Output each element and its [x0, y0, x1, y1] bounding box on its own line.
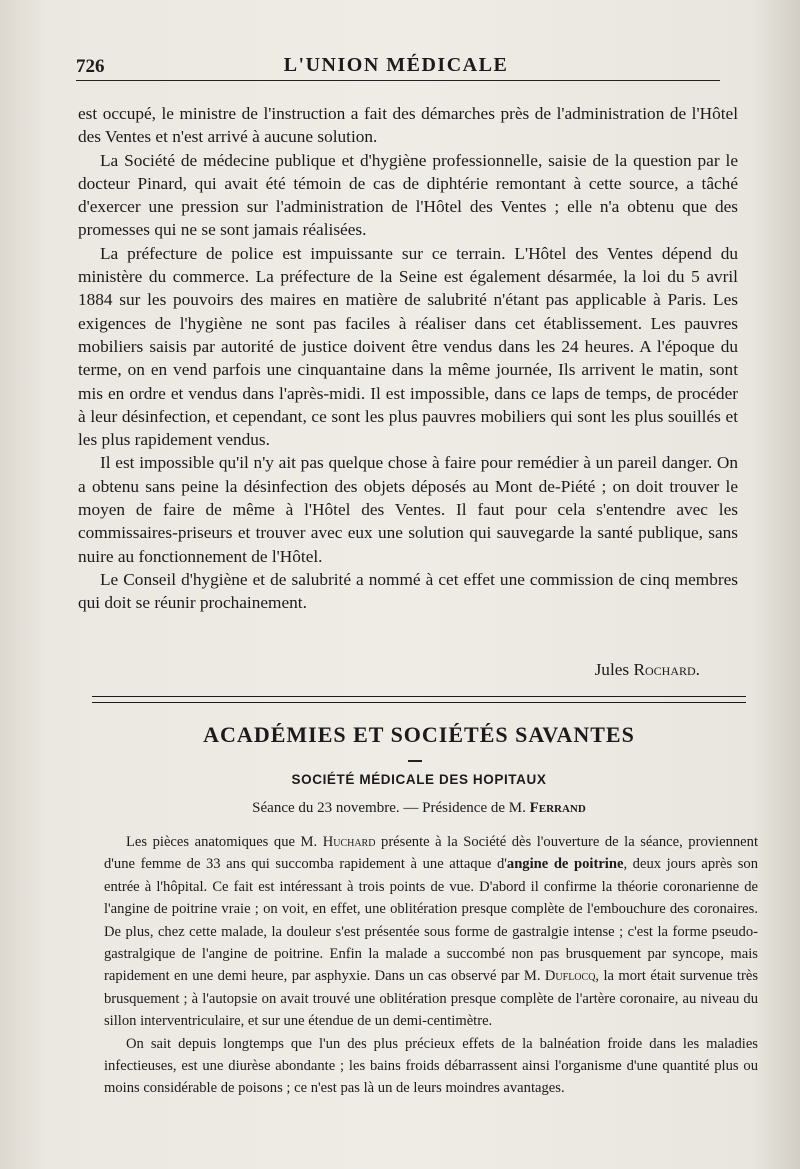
name-duflocq: Duflocq — [544, 968, 596, 985]
header-rule — [76, 80, 720, 81]
section-title: ACADÉMIES ET SOCIÉTÉS SAVANTES — [203, 722, 635, 747]
signature-last-name: Rochard. — [633, 660, 700, 679]
minutes-text-c: , deux jours après son entrée à l'hôpital. Ce fait est intéressant à trois points de vue. D'abord il confirme la théorie coronarienne de l'angine de poitrine vraie ; on voit, en effet, une oblitération presque complète de l'embouchure des coronaires. De plus, chez cette malade, la douleur s'est présentée sous forme de gastralgie intense ; c'est la forme pseudo-gastralgique de l'angine de poitrine. Enfin la malade a succombé non pas brusquement par syncope, mais rapidement en une demi heure, par asphyxie. Dans un cas observé par M. — [104, 856, 759, 985]
article-paragraph-2: La Société de médecine publique et d'hygiène professionnelle, saisie de la question par le docteur Pinard, qui avait été témoin de cas de diphtérie remontant à cette source, a tâché d'exercer une pression sur l'administration de l'Hôtel des Ventes ; elle n'a obtenu que des promesses qui ne se sont jamais réalisées. — [78, 150, 738, 240]
title-dash — [408, 760, 422, 762]
president-name: Ferrand — [529, 800, 586, 816]
society-name: SOCIÉTÉ MÉDICALE DES HOPITAUX — [291, 772, 547, 787]
running-title: L'UNION MÉDICALE — [283, 54, 509, 76]
seance-line — [92, 800, 746, 817]
article-paragraph-4: Il est impossible qu'il n'y ait pas quelque chose à faire pour remédier à un pareil danger. On a obtenu sans peine la désinfection des objets déposés au Mont de-Piété ; on doit trouver le moyen de faire de même à l'Hôtel des Ventes. Il faut pour cela s'entendre avec les commissaires-priseurs et trouver avec eux une solution qui sauvegarde la santé publique, sans nuire au fonctionnement de l'Hôtel. — [78, 453, 738, 566]
page-number: 726 — [76, 56, 105, 77]
seance-text: Séance du 23 novembre. — Présidence de M. — [252, 800, 526, 816]
signature-first-name: Jules — [594, 660, 630, 679]
section-divider — [92, 696, 746, 703]
name-huchard: Huchard — [322, 834, 376, 850]
bold-term: angine de poitrine — [506, 856, 624, 873]
article-paragraph-3: La préfecture de police est impuissante sur ce terrain. L'Hôtel des Ventes dépend du ministère du commerce. La préfecture de la Seine est également désarmée, la loi du 5 avril 1884 sur les pouvoirs des maires en matière de salubrité n'étant pas applicable à Paris. Les exigences de l'hygiène ne sont pas faciles à réaliser dans cet établissement. Les pauvres mobiliers saisis par autorité de justice doivent être vendus dans les 24 heures. A l'époque du terme, on en vend parfois une cinquantaine dans la même journée, Ils arrivent le matin, sont mis en ordre et vendus dans l'après-midi. Il est impossible, dans ce laps de temps, de procéder à leur désinfection, et cependant, ce sont les plus pauvres mobiliers qui sont les plus souillés et les plus rapidement vendus. — [78, 243, 738, 450]
author-signature — [78, 660, 700, 680]
minutes-body — [104, 831, 758, 1100]
minutes-text-a: Les pièces anatomiques que M. — [126, 834, 318, 850]
minutes-paragraph-1 — [104, 831, 758, 1033]
article-paragraph-5: Le Conseil d'hygiène et de salubrité a nommé à cet effet une commission de cinq membres qui doit se réunir prochainement. — [78, 569, 738, 613]
minutes-paragraph-2: On sait depuis longtemps que l'un des plus précieux effets de la balnéation froide dans les maladies infectieuses, est une diurèse abondante ; les bains froids débarrassent ainsi l'organisme d'une quantité plus ou moins considérable de poisons ; ce n'est pas là un de leurs moindres avantages. — [104, 1035, 758, 1097]
page-header — [76, 54, 716, 80]
minutes-text-d: , la mort était survenue très brusquement ; à l'autopsie on avait trouvé une oblitération presque complète de l'artère coronaire, au niveau du sillon interventriculaire, et sur une étendue de un demi-centimètre. — [104, 968, 759, 1030]
minutes-text-b: présente à la Société dès l'ouverture de la séance, proviennent d'une femme de 33 ans qui succomba rapidement à une attaque d' — [104, 834, 759, 873]
article-paragraph-1: est occupé, le ministre de l'instruction a fait des démarches près de l'administration de l'Hôtel des Ventes et n'est arrivé à aucune solution. — [78, 104, 738, 147]
article-body — [78, 102, 738, 615]
